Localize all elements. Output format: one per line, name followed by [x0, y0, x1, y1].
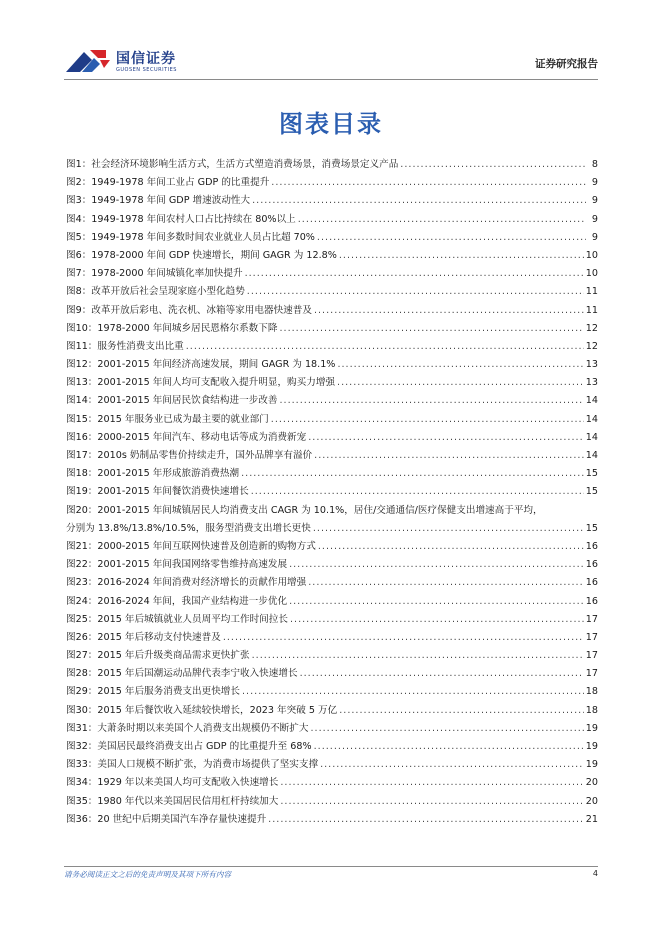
report-type-label: 证券研究报告	[535, 58, 598, 70]
toc-entry[interactable]	[66, 283, 598, 301]
toc-entry-text: 1978-2000 年间 GDP 快速增长，期间 GAGR 为 12.8%	[91, 249, 337, 261]
toc-entry-label: 图5：	[66, 231, 92, 243]
toc-entry-page: 15	[585, 468, 598, 480]
toc-entry-label: 图11：	[66, 340, 98, 352]
toc-entry-label: 图7：	[66, 268, 92, 280]
toc-entry-text: 2015 年后升级类商品需求更快扩张	[97, 650, 250, 662]
toc-entry-label: 图21：	[66, 540, 98, 552]
toc-leader-dots	[245, 265, 584, 283]
toc-leader-dots	[320, 756, 584, 774]
toc-entry-text: 1978-2000 年间城镇化率加快提升	[91, 268, 243, 280]
toc-entry-text: 社会经济环境影响生活方式，生活方式塑造消费场景，消费场景定义产品	[91, 159, 399, 170]
logo-chinese-name: 国信证券	[116, 51, 176, 67]
toc-leader-dots	[308, 574, 584, 592]
toc-entry-page: 13	[585, 359, 598, 371]
toc-entry-text: 2001-2015 年间经济高速发展，期间 GAGR 为 18.1%	[97, 359, 336, 371]
toc-leader-dots	[300, 665, 584, 683]
toc-entry-text: 改革开放后彩电、洗衣机、冰箱等家用电器快速普及	[91, 304, 312, 316]
toc-entry-label: 图28：	[66, 668, 98, 680]
toc-entry-text: 2015 年后移动支付快速普及	[97, 631, 221, 643]
toc-entry-label: 图13：	[66, 377, 98, 389]
toc-entry-page: 16	[585, 559, 598, 571]
header-divider	[64, 79, 598, 80]
toc-entry-page: 18	[585, 686, 598, 698]
toc-entry-label: 图17：	[66, 450, 98, 461]
toc-entry[interactable]	[66, 465, 598, 483]
toc-entry-page: 15	[585, 522, 598, 534]
toc-entry-page: 17	[585, 613, 598, 625]
toc-entry[interactable]	[66, 320, 598, 338]
toc-entry-page: 14	[585, 413, 598, 425]
page-number: 4	[592, 869, 598, 878]
disclaimer-note: 请务必阅读正文之后的免责声明及其项下所有内容	[64, 870, 232, 879]
toc-entry-page: 21	[585, 813, 598, 825]
toc-entry-text: 2000-2015 年间互联网快速普及创造新的购物方式	[97, 540, 316, 552]
toc-leader-dots	[289, 556, 584, 574]
toc-entry-page: 11	[585, 304, 598, 316]
toc-entry[interactable]	[66, 174, 598, 192]
toc-entry-label: 图27：	[66, 650, 98, 662]
toc-entry-page: 16	[585, 577, 598, 589]
toc-entry-text: 2001-2015 年间我国网络零售维持高速发展	[97, 559, 288, 571]
toc-entry-label: 图15：	[66, 413, 98, 425]
toc-leader-dots	[314, 447, 584, 465]
toc-entry-label: 图30：	[66, 704, 98, 716]
toc-entry-text: 大萧条时期以来美国个人消费支出规模仍不断扩大	[97, 722, 309, 734]
toc-leader-dots	[279, 320, 583, 338]
toc-leader-dots	[339, 247, 584, 265]
toc-leader-dots	[268, 811, 584, 829]
toc-entry-text: 2015 年后餐饮收入延续较快增长，2023 年突破 5 万亿	[97, 704, 338, 716]
toc-entry-page: 9	[591, 231, 598, 243]
toc-leader-dots	[400, 156, 586, 174]
toc-entry-label: 图4：	[66, 213, 92, 225]
toc-entry-page: 11	[585, 286, 598, 298]
toc-leader-dots	[242, 683, 584, 701]
toc-entry[interactable]	[66, 483, 598, 501]
toc-entry-label: 图34：	[66, 777, 98, 789]
toc-entry[interactable]	[66, 156, 598, 174]
toc-entry-label: 图23：	[66, 577, 98, 589]
toc-leader-dots	[280, 793, 583, 811]
toc-entry[interactable]	[66, 629, 598, 647]
toc-leader-dots	[289, 593, 584, 611]
toc-entry-page: 14	[585, 450, 598, 461]
toc-entry-text: 2001-2015 年间餐饮消费快速增长	[97, 486, 249, 498]
toc-entry[interactable]	[66, 793, 598, 811]
toc-entry-text: 2016-2024 年间，我国产业结构进一步优化	[97, 595, 288, 607]
toc-entry[interactable]	[66, 593, 598, 611]
toc-entry-text: 2001-2015 年间人均可支配收入提升明显，购买力增强	[97, 377, 336, 389]
toc-entry-page: 18	[585, 704, 598, 716]
toc-entry[interactable]	[66, 229, 598, 247]
toc-entry-page: 17	[585, 668, 598, 680]
toc-entry-text: 2015 年后城镇就业人员周平均工作时间拉长	[97, 613, 288, 625]
toc-leader-dots	[223, 629, 584, 647]
toc-entry[interactable]	[66, 247, 598, 265]
toc-entry-text: 2016-2024 年间消费对经济增长的贡献作用增强	[97, 577, 307, 589]
toc-entry-text: 改革开放后社会呈现家庭小型化趋势	[91, 286, 245, 298]
toc-entry[interactable]	[66, 211, 598, 229]
toc-entry-label: 图10：	[66, 322, 98, 334]
toc-entry-text: 20 世纪中后期美国汽车净存量快速提升	[97, 813, 267, 825]
toc-entry[interactable]	[66, 392, 598, 410]
toc-leader-dots	[186, 338, 584, 356]
toc-entry-page: 17	[585, 650, 598, 662]
toc-entry-label: 图6：	[66, 249, 92, 261]
toc-entry[interactable]	[66, 720, 598, 738]
toc-entry-text: 1949-1978 年间农村人口占比持续在 80%以上	[91, 213, 296, 225]
toc-entry-page: 12	[585, 340, 598, 352]
toc-entry-text: 2001-2015 年间居民饮食结构进一步改善	[97, 395, 278, 407]
toc-entry[interactable]	[66, 683, 598, 701]
toc-leader-dots	[314, 302, 584, 320]
toc-entry-text: 1949-1978 年间 GDP 增速波动性大	[91, 195, 251, 207]
toc-entry-page: 9	[591, 213, 598, 225]
toc-leader-dots	[339, 702, 584, 720]
toc-entry[interactable]	[66, 411, 598, 429]
toc-entry[interactable]	[66, 556, 598, 574]
toc-entry-text: 服务性消费支出比重	[97, 340, 184, 352]
toc-entry[interactable]	[66, 502, 598, 538]
figure-list	[66, 156, 598, 829]
toc-entry[interactable]	[66, 265, 598, 283]
toc-entry-label: 图29：	[66, 686, 98, 698]
toc-entry-label: 图16：	[66, 431, 98, 443]
toc-entry-label: 图25：	[66, 613, 98, 625]
toc-entry[interactable]	[66, 702, 598, 720]
toc-entry-page: 17	[585, 631, 598, 643]
toc-entry[interactable]	[66, 192, 598, 210]
toc-entry-text: 1949-1978 年间多数时间农业就业人员占比超 70%	[91, 231, 315, 243]
company-logo	[64, 44, 194, 78]
toc-entry-text: 2015 年服务业已成为最主要的就业部门	[97, 413, 269, 425]
toc-entry-label: 图35：	[66, 795, 98, 807]
toc-entry-page: 19	[585, 741, 598, 752]
toc-entry[interactable]	[66, 374, 598, 392]
toc-entry-text: 2001-2015 年间城镇居民人均消费支出 CAGR 为 10.1%，居住/交通通信/医疗保健支出增速高于平均，	[97, 504, 543, 516]
toc-entry-page: 16	[585, 595, 598, 607]
toc-entry-text: 美国居民最终消费支出占 GDP 的比重提升至 68%	[97, 741, 312, 752]
toc-entry-page: 10	[585, 268, 598, 280]
toc-entry[interactable]	[66, 356, 598, 374]
toc-entry-label: 图24：	[66, 595, 98, 607]
toc-leader-dots	[252, 647, 584, 665]
toc-entry[interactable]	[66, 538, 598, 556]
toc-entry-text: 1949-1978 年间工业占 GDP 的比重提升	[91, 177, 270, 189]
toc-entry-page: 20	[585, 795, 598, 807]
toc-entry-label: 图36：	[66, 813, 98, 825]
toc-entry-page: 13	[585, 377, 598, 389]
toc-entry-label: 图12：	[66, 359, 98, 371]
toc-entry-label: 图2：	[66, 177, 92, 189]
toc-entry-text-continued: 分别为 13.8%/13.8%/10.5%，服务型消费支出增长更快	[66, 522, 311, 534]
toc-entry-label: 图14：	[66, 395, 98, 407]
toc-entry-label: 图18：	[66, 468, 98, 480]
toc-entry-page: 14	[585, 431, 598, 443]
toc-entry-label: 图32：	[66, 741, 98, 752]
toc-entry[interactable]	[66, 774, 598, 792]
toc-leader-dots	[271, 411, 584, 429]
toc-leader-dots	[241, 465, 584, 483]
toc-entry-text: 2010s 奶制品零售价持续走升，国外品牌享有溢价	[97, 450, 313, 461]
toc-entry-page: 19	[585, 722, 598, 734]
toc-entry-text: 1929 年以来美国人均可支配收入快速增长	[97, 777, 279, 789]
toc-entry[interactable]	[66, 647, 598, 665]
toc-entry-page: 20	[585, 777, 598, 789]
logo-english-name: GUOSEN SECURITIES	[116, 67, 177, 73]
toc-entry[interactable]	[66, 738, 598, 756]
toc-leader-dots	[317, 229, 586, 247]
toc-entry[interactable]	[66, 338, 598, 356]
toc-leader-dots	[271, 174, 586, 192]
toc-entry-label: 图3：	[66, 195, 92, 207]
toc-leader-dots	[279, 392, 583, 410]
toc-entry-text: 1978-2000 年间城乡居民恩格尔系数下降	[97, 322, 278, 334]
toc-entry-text: 2001-2015 年形成旅游消费热潮	[97, 468, 240, 480]
toc-entry-page: 19	[585, 759, 598, 771]
toc-entry[interactable]	[66, 756, 598, 774]
toc-leader-dots	[252, 192, 586, 210]
toc-entry-text: 美国人口规模不断扩张，为消费市场提供了坚实支撑	[97, 759, 319, 771]
toc-entry-label: 图20：	[66, 504, 98, 516]
toc-leader-dots	[280, 774, 583, 792]
toc-leader-dots	[314, 738, 584, 756]
toc-leader-dots	[308, 429, 584, 447]
toc-entry[interactable]	[66, 302, 598, 320]
footer-divider	[64, 866, 598, 867]
toc-entry-page: 14	[585, 395, 598, 407]
toc-leader-dots	[298, 211, 586, 229]
toc-entry-page: 16	[585, 540, 598, 552]
toc-leader-dots	[247, 283, 584, 301]
toc-entry-label: 图26：	[66, 631, 98, 643]
toc-entry[interactable]	[66, 447, 598, 465]
toc-entry-label: 图31：	[66, 722, 98, 734]
toc-leader-dots	[310, 720, 583, 738]
toc-entry-page: 9	[591, 195, 598, 207]
toc-entry-page: 15	[585, 486, 598, 498]
toc-entry-text: 2015 年后国潮运动品牌代表李宁收入快速增长	[97, 668, 298, 680]
toc-entry-page: 9	[591, 177, 598, 189]
toc-leader-dots	[251, 483, 584, 501]
page-title: 图表目录	[279, 110, 383, 138]
toc-entry[interactable]	[66, 429, 598, 447]
page-header	[64, 44, 598, 78]
toc-entry-label: 图8：	[66, 286, 92, 298]
toc-entry[interactable]	[66, 611, 598, 629]
toc-entry[interactable]	[66, 574, 598, 592]
toc-entry-page: 12	[585, 322, 598, 334]
toc-entry-text: 2015 年后服务消费支出更快增长	[97, 686, 240, 698]
toc-entry-label: 图1：	[66, 159, 92, 170]
toc-leader-dots	[337, 356, 583, 374]
toc-entry-label: 图33：	[66, 759, 98, 771]
toc-entry-page: 8	[591, 159, 598, 170]
toc-entry-text: 2000-2015 年间汽车、移动电话等成为消费新宠	[97, 431, 307, 443]
toc-entry[interactable]	[66, 811, 598, 829]
toc-leader-dots	[313, 520, 584, 538]
toc-entry-label: 图9：	[66, 304, 92, 316]
toc-leader-dots	[337, 374, 584, 392]
toc-entry-label: 图22：	[66, 559, 98, 571]
toc-entry-text: 1980 年代以来美国居民信用杠杆持续加大	[97, 795, 279, 807]
toc-entry-page: 10	[585, 249, 598, 261]
toc-entry-label: 图19：	[66, 486, 98, 498]
guosen-logo-icon	[64, 46, 112, 76]
toc-leader-dots	[290, 611, 584, 629]
toc-entry[interactable]	[66, 665, 598, 683]
toc-leader-dots	[318, 538, 584, 556]
